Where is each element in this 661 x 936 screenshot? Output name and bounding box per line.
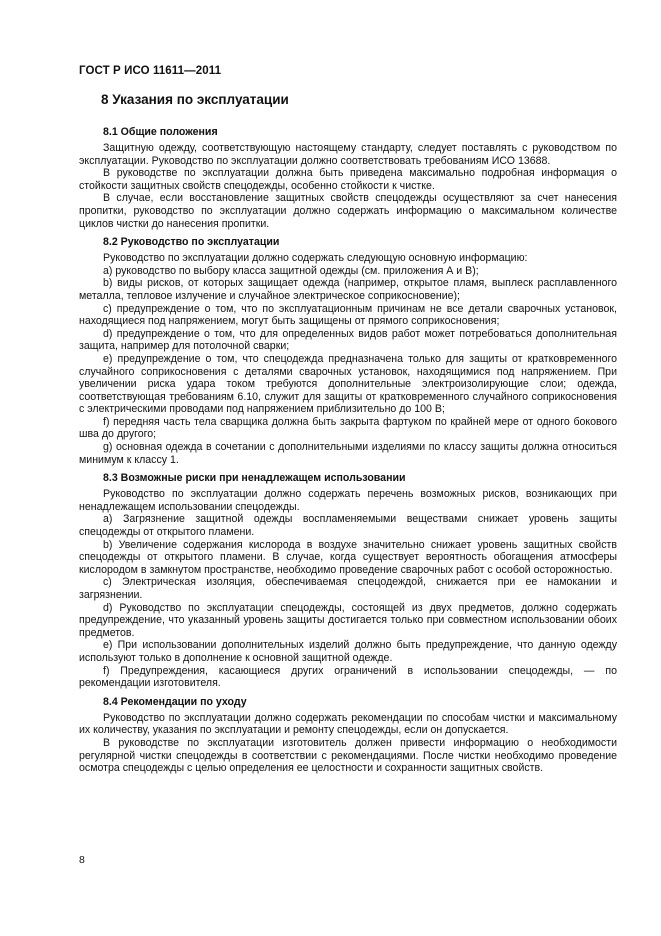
list-item: с) Электрическая изоляция, обеспечиваемая спецодеждой, снижается при ее намокании и загрязнении. (79, 576, 617, 601)
list-item: с) предупреждение о том, что по эксплуатационным причинам не все детали сварочных установок, находящиеся под напряжением, могут быть защищены от прямого соприкосновения; (79, 302, 617, 328)
paragraph: В руководстве по эксплуатации изготовитель должен привести информацию о необходимости регулярной чистки спецодежды в соответствии с рекомендациями. После чистки необходимо проведение осмотра спецодежды с целью определения ее целостности и сохранности защитных свойств. (79, 736, 617, 775)
paragraph: Защитную одежду, соответствующую настоящему стандарту, следует поставлять с руководством по эксплуатации. Руководство по эксплуатации должно соответствовать требованиям ИСО 13688. (79, 142, 617, 167)
paragraph: В случае, если восстановление защитных свойств спецодежды осуществляют за счет нанесения пропитки, руководство по эксплуатации должно содержать информацию о максимальном количестве циклов чистки до нанесения пропитки. (79, 192, 617, 230)
list-item: е) предупреждение о том, что спецодежда предназначена только для защиты от кратковременного случайного соприкосновения с деталями сварочных установок, находящимися под напряжением. При увеличении риска удара током требуются дополнительные электроизолирующие слои; одежда, соответствующая требованиям 6.10, служит для защиты от кратковременного случайного соприкосновения с электрическими проводами под напряжением приблизительно до 100 В; (79, 352, 617, 416)
list-item: b) Увеличение содержания кислорода в воздухе значительно снижает уровень защитных свойств спецодежды от открытого пламени. В случае, когда существует вероятность обогащения атмосферы кислородом в замкнутом пространстве, необходимо проведение сварочных работ с особой осторожностью. (79, 538, 617, 576)
list-item: е) При использовании дополнительных изделий должно быть предупреждение, что данную одежду используют только в дополнение к основной защитной одежде. (79, 639, 617, 664)
subsection-8-1-heading: 8.1 Общие положения (103, 126, 218, 138)
list-item: d) Руководство по эксплуатации спецодежды, состоящей из двух предметов, должно содержать предупреждение, что указанный уровень защиты достигается только при совместном использовании обоих предметов. (79, 601, 617, 639)
list-item: b) виды рисков, от которых защищает одежда (например, открытое пламя, выплеск расплавленного металла, тепловое излучение и случайное электрическое соприкосновение); (79, 277, 617, 302)
page-number: 8 (79, 854, 85, 866)
list-item: g) основная одежда в сочетании с дополнительными изделиями по классу защиты должна относиться минимум к классу 1. (79, 441, 617, 466)
paragraph: Руководство по эксплуатации должно содержать следующую основную информацию: (103, 252, 528, 265)
subsection-8-2-heading: 8.2 Руководство по эксплуатации (103, 236, 280, 249)
subsection-8-3-heading: 8.3 Возможные риски при ненадлежащем использовании (103, 472, 406, 485)
page-content (79, 92, 617, 775)
paragraph: Руководство по эксплуатации должно содержать рекомендации по способам чистки и максимальному их количеству, указания по эксплуатации и ремонту спецодежды, если он допускается. (79, 711, 617, 737)
paragraph: Руководство по эксплуатации должно содержать перечень возможных рисков, возникающих при ненадлежащем использовании спецодежды. (79, 488, 617, 513)
section-8-heading: 8 Указания по эксплуатации (101, 92, 289, 107)
subsection-8-4-heading: 8.4 Рекомендации по уходу (103, 695, 247, 708)
list-item: f) Предупреждения, касающиеся других ограничений в использовании спецодежды, — по рекомендации изготовителя. (79, 664, 617, 690)
list-item: а) руководство по выбору класса защитной одежды (см. приложения А и В); (103, 264, 479, 277)
list-item: а) Загрязнение защитной одежды воспламеняемыми веществами снижает уровень защиты спецодежды от открытого пламени. (79, 513, 617, 539)
list-item: d) предупреждение о том, что для определенных видов работ может потребоваться дополнительная защита, например для потолочной сварки; (79, 327, 617, 353)
list-item: f) передняя часть тела сварщика должна быть закрыта фартуком по крайней мере от одного бокового шва до другого; (79, 415, 617, 441)
standard-designation: ГОСТ Р ИСО 11611—2011 (79, 65, 222, 77)
paragraph: В руководстве по эксплуатации должна быть приведена максимально подробная информация о стойкости защитных свойств спецодежды, особенно стойкости к чистке. (79, 167, 617, 192)
